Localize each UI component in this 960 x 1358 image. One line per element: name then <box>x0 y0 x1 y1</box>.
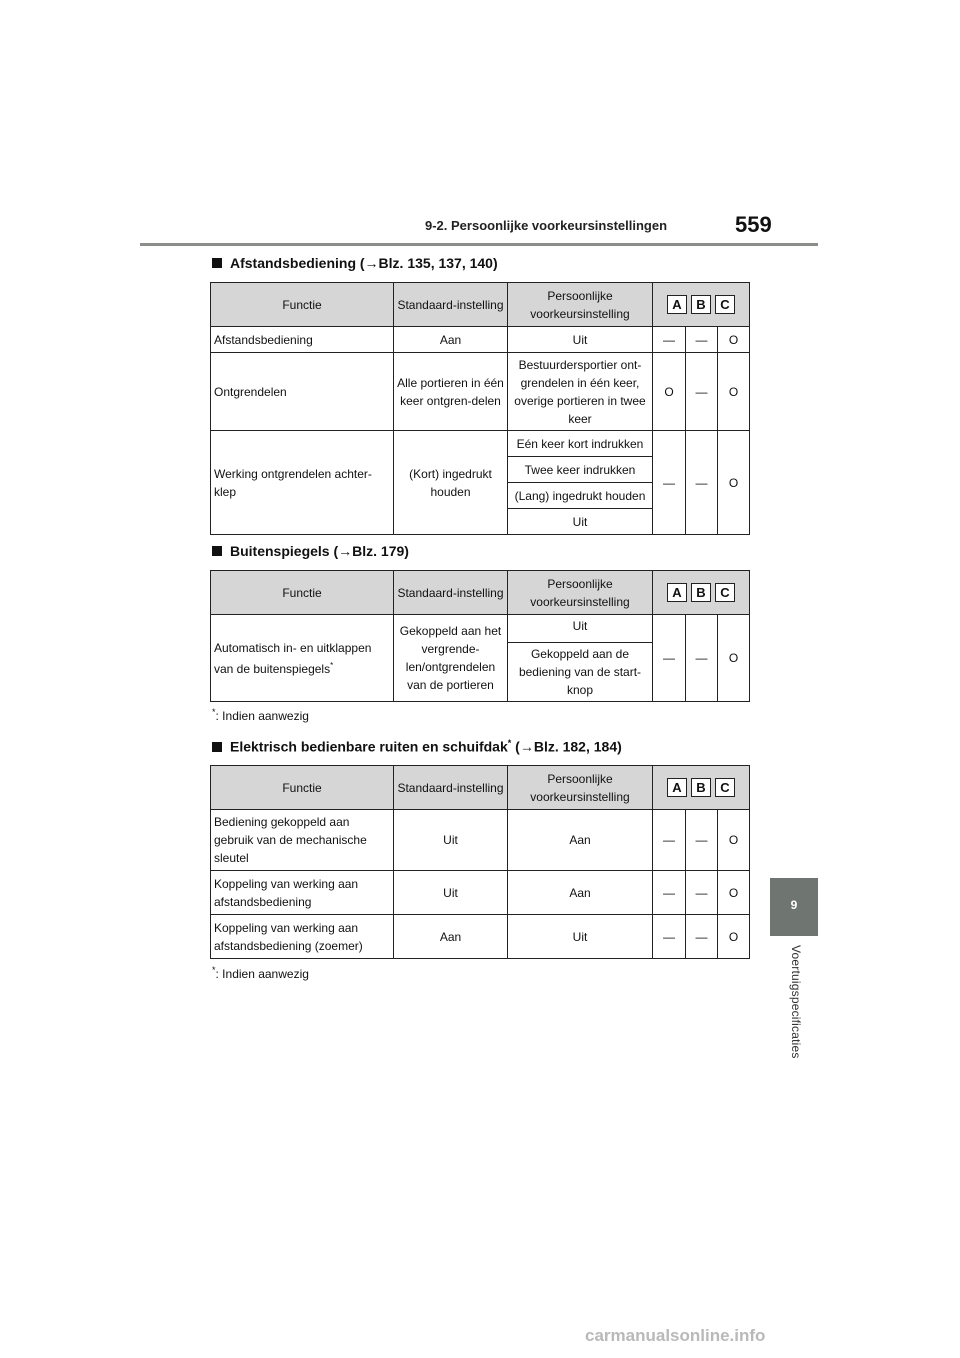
cell-persoonlijk: Uit <box>508 915 653 959</box>
cell-functie: Werking ontgrendelen achter-klep <box>211 431 394 535</box>
table-row <box>211 353 750 431</box>
section-title-text: Elektrisch bedienbare ruiten en schuifdak <box>230 738 508 755</box>
table-afstandsbediening <box>210 282 750 535</box>
cell-functie: Koppeling van werking aan afstandsbediening (zoemer) <box>211 915 394 959</box>
table-buitenspiegels <box>210 570 750 702</box>
section-title-afstandsbediening <box>212 255 498 271</box>
cell-functie: Koppeling van werking aan afstandsbediening <box>211 871 394 915</box>
table-row <box>211 810 750 871</box>
col-standaard: Standaard-instelling <box>394 766 508 810</box>
cell-standaard: Aan <box>394 915 508 959</box>
label-c-icon: C <box>715 583 735 602</box>
cell-b: — <box>686 871 718 915</box>
bullet-square-icon <box>212 258 222 268</box>
table-row <box>211 327 750 353</box>
cell-a: — <box>653 327 686 353</box>
label-c-icon: C <box>715 295 735 314</box>
chapter-label: Voertuigspecificaties <box>789 945 803 1059</box>
cell-c: O <box>718 871 750 915</box>
page-number: 559 <box>735 212 772 237</box>
cell-persoonlijk: Aan <box>508 871 653 915</box>
cell-standaard: Alle portieren in één keer ontgren-delen <box>394 353 508 431</box>
cell-functie: Afstandsbediening <box>211 327 394 353</box>
bullet-square-icon <box>212 742 222 752</box>
section-header: 9-2. Persoonlijke voorkeursinstellingen <box>425 218 668 233</box>
label-a-icon: A <box>667 295 687 314</box>
cell-c: O <box>718 327 750 353</box>
cell-c: O <box>718 810 750 871</box>
cell-standaard: Uit <box>394 871 508 915</box>
cell-standaard: Gekoppeld aan het vergrende-len/ontgrendelen van de portieren <box>394 615 508 702</box>
table-header-row <box>211 571 750 615</box>
cell-persoonlijk: Aan <box>508 810 653 871</box>
label-c-icon: C <box>715 778 735 797</box>
cell-functie: Ontgrendelen <box>211 353 394 431</box>
footnote-marker: * <box>212 707 216 717</box>
section-title-buitenspiegels <box>212 543 409 559</box>
cell-b: — <box>686 431 718 535</box>
cell-c: O <box>718 431 750 535</box>
cell-a: — <box>653 810 686 871</box>
table-header-row <box>211 766 750 810</box>
cell-persoonlijk: Uit <box>508 327 653 353</box>
col-functie: Functie <box>211 766 394 810</box>
table-row <box>211 915 750 959</box>
section-title-ref: (→Blz. 182, 184) <box>515 738 622 755</box>
cell-standaard: Uit <box>394 810 508 871</box>
col-abc <box>653 766 750 810</box>
section-title-ruiten <box>212 738 622 755</box>
label-a-icon: A <box>667 778 687 797</box>
cell-option: (Lang) ingedrukt houden <box>508 483 653 509</box>
cell-standaard: (Kort) ingedrukt houden <box>394 431 508 535</box>
table-row <box>211 431 750 457</box>
footnote-text: : Indien aanwezig <box>215 709 309 723</box>
cell-option: Gekoppeld aan de bediening van de start-knop <box>508 643 653 702</box>
cell-c: O <box>718 615 750 702</box>
col-functie: Functie <box>211 571 394 615</box>
cell-functie <box>211 615 394 702</box>
cell-a: — <box>653 615 686 702</box>
col-functie: Functie <box>211 283 394 327</box>
cell-c: O <box>718 915 750 959</box>
col-abc <box>653 283 750 327</box>
table-row <box>211 871 750 915</box>
label-b-icon: B <box>691 295 711 314</box>
cell-b: — <box>686 353 718 431</box>
section-title-text: Buitenspiegels (→Blz. 179) <box>230 543 409 559</box>
footnote <box>212 965 309 981</box>
table-header-row <box>211 283 750 327</box>
cell-functie-text: Automatisch in- en uitklappen van de buitenspiegels <box>214 640 372 676</box>
bullet-square-icon <box>212 546 222 556</box>
watermark: carmanualsonline.info <box>585 1326 766 1345</box>
footnote-marker: * <box>507 738 512 748</box>
footnote-marker: * <box>330 660 334 670</box>
label-b-icon: B <box>691 778 711 797</box>
cell-standaard: Aan <box>394 327 508 353</box>
label-b-icon: B <box>691 583 711 602</box>
cell-c: O <box>718 353 750 431</box>
col-abc <box>653 571 750 615</box>
cell-a: — <box>653 431 686 535</box>
col-standaard: Standaard-instelling <box>394 283 508 327</box>
cell-persoonlijk: Bestuurdersportier ont-grendelen in één keer, overige portieren in twee keer <box>508 353 653 431</box>
section-title-text: Afstandsbediening (→Blz. 135, 137, 140) <box>230 255 498 271</box>
col-persoonlijk: Persoonlijke voorkeursinstelling <box>508 571 653 615</box>
col-standaard: Standaard-instelling <box>394 571 508 615</box>
table-row <box>211 615 750 643</box>
cell-option: Eén keer kort indrukken <box>508 431 653 457</box>
cell-b: — <box>686 327 718 353</box>
cell-b: — <box>686 810 718 871</box>
cell-b: — <box>686 915 718 959</box>
table-ruiten-schuifdak <box>210 765 750 959</box>
col-persoonlijk: Persoonlijke voorkeursinstelling <box>508 766 653 810</box>
cell-option: Uit <box>508 615 653 643</box>
cell-option: Uit <box>508 509 653 535</box>
cell-a: O <box>653 353 686 431</box>
label-a-icon: A <box>667 583 687 602</box>
cell-option: Twee keer indrukken <box>508 457 653 483</box>
footnote-marker: * <box>212 965 216 975</box>
col-persoonlijk: Persoonlijke voorkeursinstelling <box>508 283 653 327</box>
chapter-number: 9 <box>790 898 798 912</box>
footnote-text: : Indien aanwezig <box>215 967 309 981</box>
footnote <box>212 707 309 723</box>
cell-a: — <box>653 915 686 959</box>
cell-functie: Bediening gekoppeld aan gebruik van de mechanische sleutel <box>211 810 394 871</box>
header-rule <box>140 243 818 246</box>
cell-b: — <box>686 615 718 702</box>
cell-a: — <box>653 871 686 915</box>
